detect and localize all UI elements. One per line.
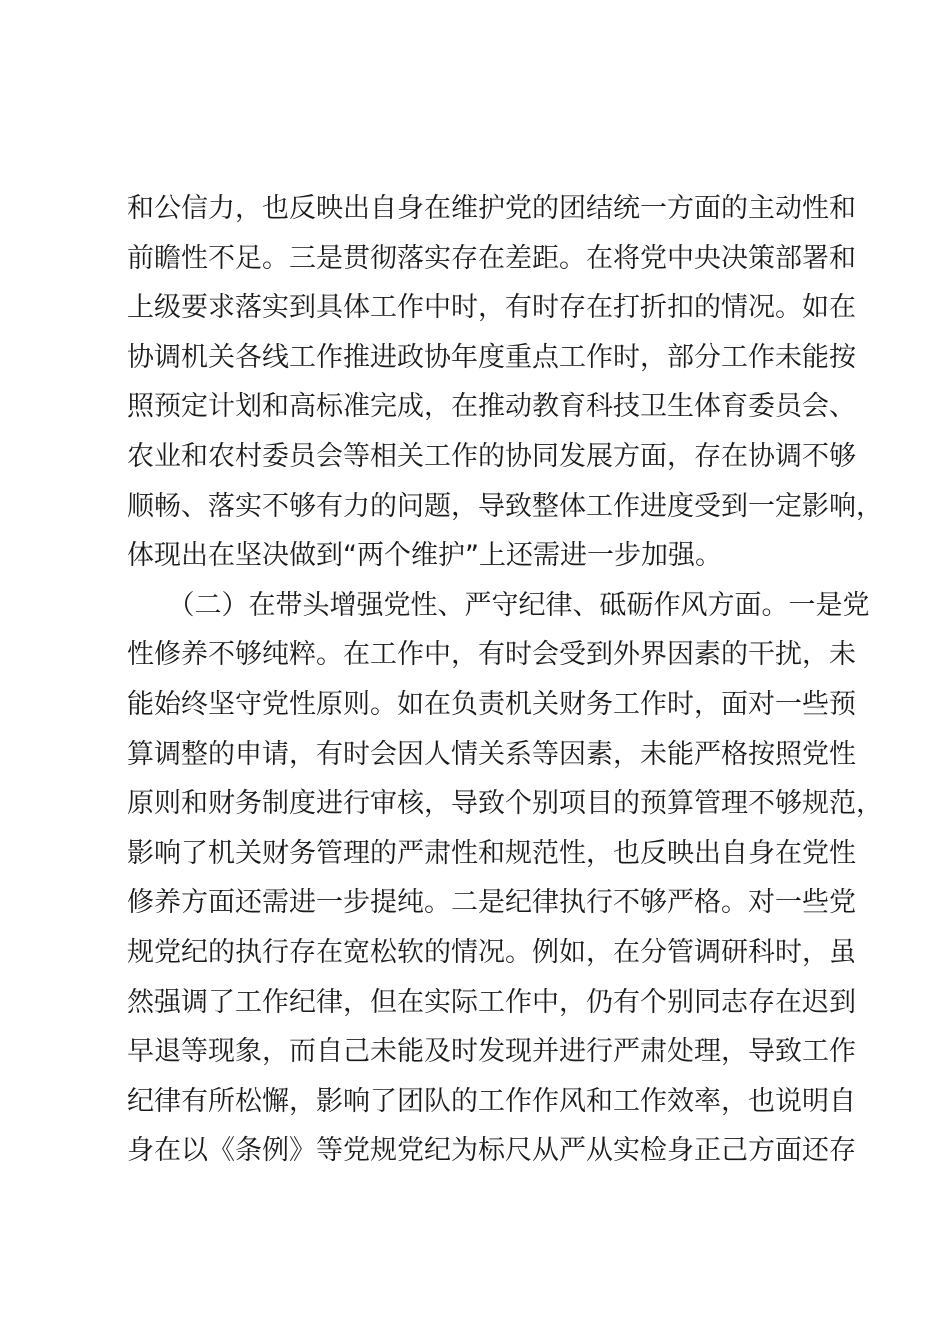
text-line: 性修养不够纯粹。在工作中，有时会受到外界因素的干扰，未 xyxy=(127,639,856,671)
text-line: 规党纪的执行存在宽松软的情况。例如，在分管调研科时，虽 xyxy=(127,936,856,968)
text-line: 能始终坚守党性原则。如在负责机关财务工作时，面对一些预 xyxy=(127,688,856,720)
text-line: 协调机关各线工作推进政协年度重点工作时，部分工作未能按 xyxy=(127,341,856,373)
text-line: 农业和农村委员会等相关工作的协同发展方面，存在协调不够 xyxy=(127,440,856,472)
text-line: 上级要求落实到具体工作中时，有时存在打折扣的情况。如在 xyxy=(127,292,856,324)
text-line: 纪律有所松懈，影响了团队的工作作风和工作效率，也说明自 xyxy=(127,1085,856,1117)
text-line: 算调整的申请，有时会因人情关系等因素，未能严格按照党性 xyxy=(127,738,856,770)
text-line: 照预定计划和高标准完成，在推动教育科技卫生体育委员会、 xyxy=(127,391,856,423)
text-line: 顺畅、落实不够有力的问题，导致整体工作进度受到一定影响， xyxy=(127,490,883,522)
text-line: 早退等现象，而自己未能及时发现并进行严肃处理，导致工作 xyxy=(127,1036,856,1068)
text-line: 然强调了工作纪律，但在实际工作中，仍有个别同志存在迟到 xyxy=(127,986,856,1018)
section-heading-line: （二）在带头增强党性、严守纪律、砥砺作风方面。一是党 xyxy=(127,589,870,621)
text-line: 身在以《条例》等党规党纪为标尺从严从实检身正己方面还存 xyxy=(127,1135,856,1167)
body-text xyxy=(127,184,883,1176)
text-line: 原则和财务制度进行审核，导致个别项目的预算管理不够规范， xyxy=(127,788,883,820)
paragraph-end-line: 体现出在坚决做到“两个维护”上还需进一步加强。 xyxy=(127,540,722,572)
text-line: 影响了机关财务管理的严肃性和规范性，也反映出自身在党性 xyxy=(127,837,856,869)
text-line: 前瞻性不足。三是贯彻落实存在差距。在将党中央决策部署和 xyxy=(127,242,856,274)
text-line: 和公信力，也反映出自身在维护党的团结统一方面的主动性和 xyxy=(127,193,856,224)
text-line: 修养方面还需进一步提纯。二是纪律执行不够严格。对一些党 xyxy=(127,887,856,919)
